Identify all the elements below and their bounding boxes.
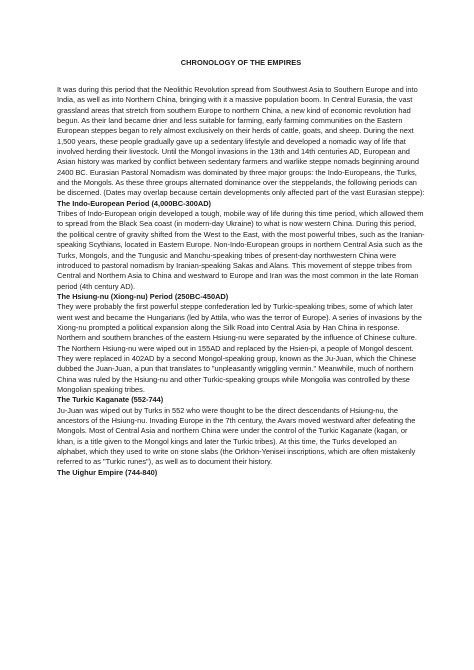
section-paragraph: They were probably the first powerful steppe confederation led by Turkic-speaking tribes, some of which later went west and became the Hungarians (led by Attila, who was the terror of Europe). A series of invasions by the Xiong-nu prompted a political expansion along the Silk Road into Central Asia by Han China in response. Northern and southern branches of the eastern Hsiung-nu were separated by the influence of Chinese culture. [57, 302, 422, 343]
document-page [57, 58, 425, 478]
section-heading-hsiung-nu: The Hsiung-nu (Xiong-nu) Period (250BC-450AD) [57, 291, 229, 301]
section-paragraph: The Northern Hsiung-nu were wiped out in 155AD and replaced by the Hsien-pi, a people of Mongol descent. They were replaced in 402AD by a second Mongol-speaking group, known as the Ju-Juan, which the Chinese dubbed the Juan-Juan, a pun that translates to "unpleasantly wriggling vermin." Meanwhile, much of northern China was ruled by the Hsiung-nu and other Turkic-speaking groups while Mongolia was controlled by these Mongolian speaking tribes. [57, 343, 417, 394]
document-title: CHRONOLOGY OF THE EMPIRES [180, 58, 302, 67]
section-heading-indo-european: The Indo-European Period (4,000BC-300AD) [57, 198, 211, 208]
section-paragraph: Ju-Juan was wiped out by Turks in 552 who were thought to be the direct descendants of Hsiung-nu, the ancestors of the Hsiung-nu. Invading Europe in the 7th century, the Avars moved westward after defeating the Mongols. Most of Central Asia and northern China were under the control of the Turkic Kaganate (kagan, or khan, is a title given to the Mongol kings and later the Turkic tribes). At this time, the Turks developed an alphabet, which they used to write on stone slabs (the Orkhon-Yenisei inscriptions, which are often mistakenly referred to as "Turkic runes"), as well as to document their history. [57, 405, 416, 467]
section-heading-turkic-kaganate: The Turkic Kaganate (552-744) [57, 395, 164, 405]
section-heading-uighur-empire: The Uighur Empire (744-840) [57, 467, 158, 477]
intro-paragraph: It was during this period that the Neolithic Revolution spread from Southwest Asia to Southern Europe and into India, as well as into Northern China, bringing with it a massive population boom. In Central Eurasia, the vast grassland areas that stretch from southern Europe to northern China, a new kind of economic revolution had begun. As their land became drier and less suitable for farming, early farming communities on the Eastern European steppes began to rely almost exclusively on their herds of cattle, goats, and sheep. During the next 1,500 years, these people gradually gave up a sedentary lifestyle and developed a nomadic way of life that involved herding their livestock. Until the Mongol invasions in the 13th and 14th centuries AD, European and Asian history was marked by conflict between sedentary farmers and warlike steppe nomads beginning around 2400 BC. Eurasian Pastoral Nomadism was dominated by three major groups: the Indo-Europeans, the Turks, and the Mongols. As these three groups alternated dominance over the steppelands, the following periods can be discerned. (Dates may overlap because certain developments only affected part of the vast Eurasian steppe): [57, 85, 425, 198]
section-paragraph: Tribes of Indo-European origin developed a tough, mobile way of life during this time period, which allowed them to spread from the Black Sea coast (in modern-day Ukraine) to what is now western China. During this period, the political centre of gravity shifted from the West to the East, with the most powerful tribes, such as the Iranian-speaking Scythians, located in Eastern Europe. Non-Indo-European groups in northern Central Asia such as the Turks, Mongols, and the Tungusic and Manchu-speaking tribes of present-day northwestern China were introduced to pastoral nomadism by Iranian-speaking Sakas and Alans. This movement of steppe tribes from Central and Northern Asia to China and westward to Europe and Iran was the most common in the late Roman period (4th century AD). [57, 209, 425, 291]
